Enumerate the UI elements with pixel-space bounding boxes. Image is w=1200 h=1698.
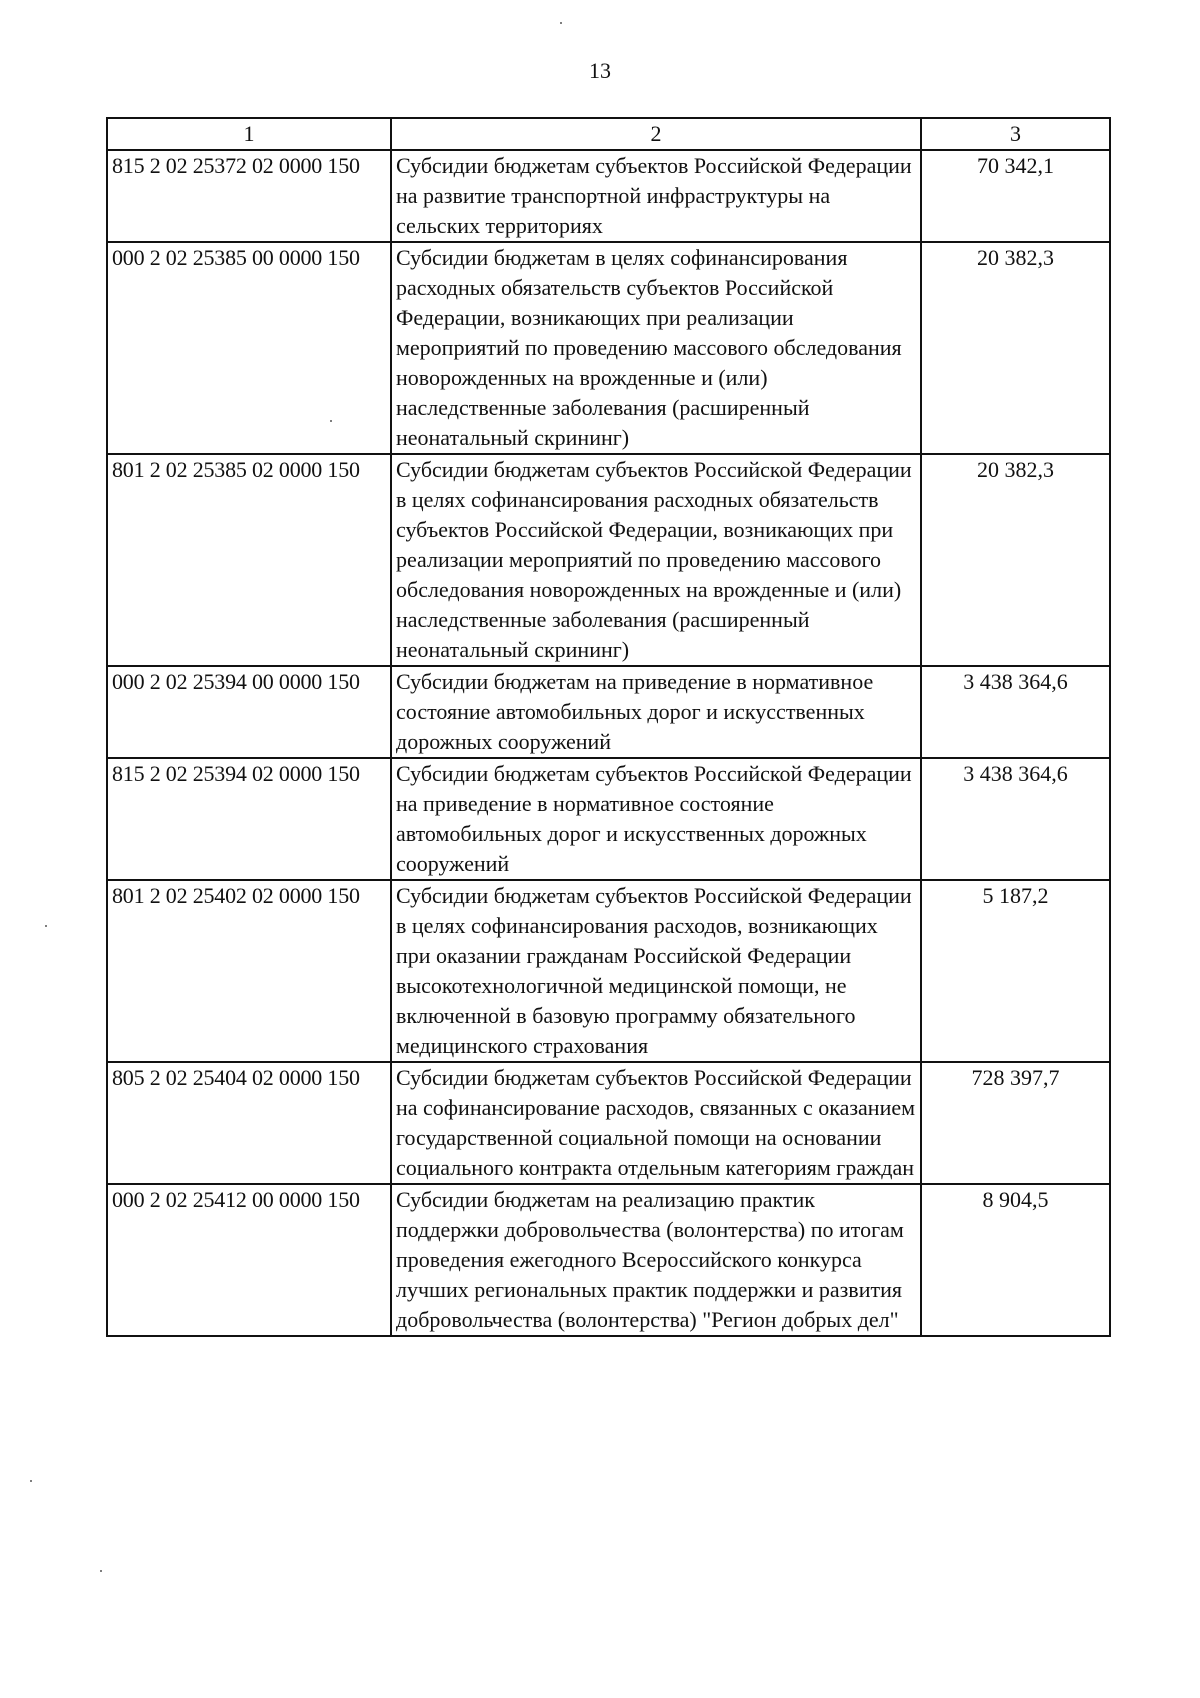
description-cell: Субсидии бюджетам субъектов Российской Федерации на развитие транспортной инфраструктуры на сельских территориях — [391, 150, 921, 242]
table-body — [107, 150, 1110, 1336]
table-row — [107, 454, 1110, 666]
budget-code-cell: 000 2 02 25412 00 0000 150 — [107, 1184, 391, 1336]
budget-code-cell: 801 2 02 25402 02 0000 150 — [107, 880, 391, 1062]
page-number: 13 — [589, 58, 611, 83]
description-cell: Субсидии бюджетам субъектов Российской Федерации в целях софинансирования расходных обязательств субъектов Российской Федерации, возникающих при реализации мероприятий по проведению массового обследования новорожденных на врожденные и (или) наследственные заболевания (расширенный неонатальный скрининг) — [391, 454, 921, 666]
amount-cell: 5 187,2 — [921, 880, 1110, 1062]
table-row — [107, 1062, 1110, 1184]
description-cell: Субсидии бюджетам в целях софинансирования расходных обязательств субъектов Российской Федерации, возникающих при реализации мероприятий по проведению массового обследования новорожденных на врожденные и (или) наследственные заболевания (расширенный неонатальный скрининг) — [391, 242, 921, 454]
table-row — [107, 758, 1110, 880]
description-cell: Субсидии бюджетам на реализацию практик поддержки добровольчества (волонтерства) по итогам проведения ежегодного Всероссийского конкурса лучших региональных практик поддержки и развития добровольчества (волонтерства) "Регион добрых дел" — [391, 1184, 921, 1336]
amount-cell: 728 397,7 — [921, 1062, 1110, 1184]
column-header-amount: 3 — [921, 118, 1110, 150]
table-row — [107, 880, 1110, 1062]
header-row — [107, 118, 1110, 150]
budget-code-cell: 805 2 02 25404 02 0000 150 — [107, 1062, 391, 1184]
budget-code-cell: 000 2 02 25385 00 0000 150 — [107, 242, 391, 454]
amount-cell: 20 382,3 — [921, 454, 1110, 666]
table-row — [107, 150, 1110, 242]
scan-speck — [330, 420, 332, 422]
amount-cell: 8 904,5 — [921, 1184, 1110, 1336]
budget-table — [106, 117, 1111, 1337]
column-header-description: 2 — [391, 118, 921, 150]
description-cell: Субсидии бюджетам субъектов Российской Федерации на приведение в нормативное состояние автомобильных дорог и искусственных дорожных сооружений — [391, 758, 921, 880]
scan-speck — [100, 1570, 102, 1572]
amount-cell: 3 438 364,6 — [921, 758, 1110, 880]
budget-code-cell: 815 2 02 25372 02 0000 150 — [107, 150, 391, 242]
table-row — [107, 666, 1110, 758]
amount-cell: 3 438 364,6 — [921, 666, 1110, 758]
scan-speck — [30, 1480, 32, 1482]
description-cell: Субсидии бюджетам субъектов Российской Федерации на софинансирование расходов, связанных с оказанием государственной социальной помощи на основании социального контракта отдельным категориям граждан — [391, 1062, 921, 1184]
amount-cell: 70 342,1 — [921, 150, 1110, 242]
table-row — [107, 242, 1110, 454]
scan-speck — [45, 925, 47, 927]
budget-code-cell: 815 2 02 25394 02 0000 150 — [107, 758, 391, 880]
scan-speck — [560, 22, 562, 24]
budget-code-cell: 000 2 02 25394 00 0000 150 — [107, 666, 391, 758]
budget-code-cell: 801 2 02 25385 02 0000 150 — [107, 454, 391, 666]
table-row — [107, 1184, 1110, 1336]
amount-cell: 20 382,3 — [921, 242, 1110, 454]
table-header — [107, 118, 1110, 150]
description-cell: Субсидии бюджетам субъектов Российской Федерации в целях софинансирования расходов, возникающих при оказании гражданам Российской Федерации высокотехнологичной медицинской помощи, не включенной в базовую программу обязательного медицинского страхования — [391, 880, 921, 1062]
description-cell: Субсидии бюджетам на приведение в нормативное состояние автомобильных дорог и искусственных дорожных сооружений — [391, 666, 921, 758]
column-header-code: 1 — [107, 118, 391, 150]
